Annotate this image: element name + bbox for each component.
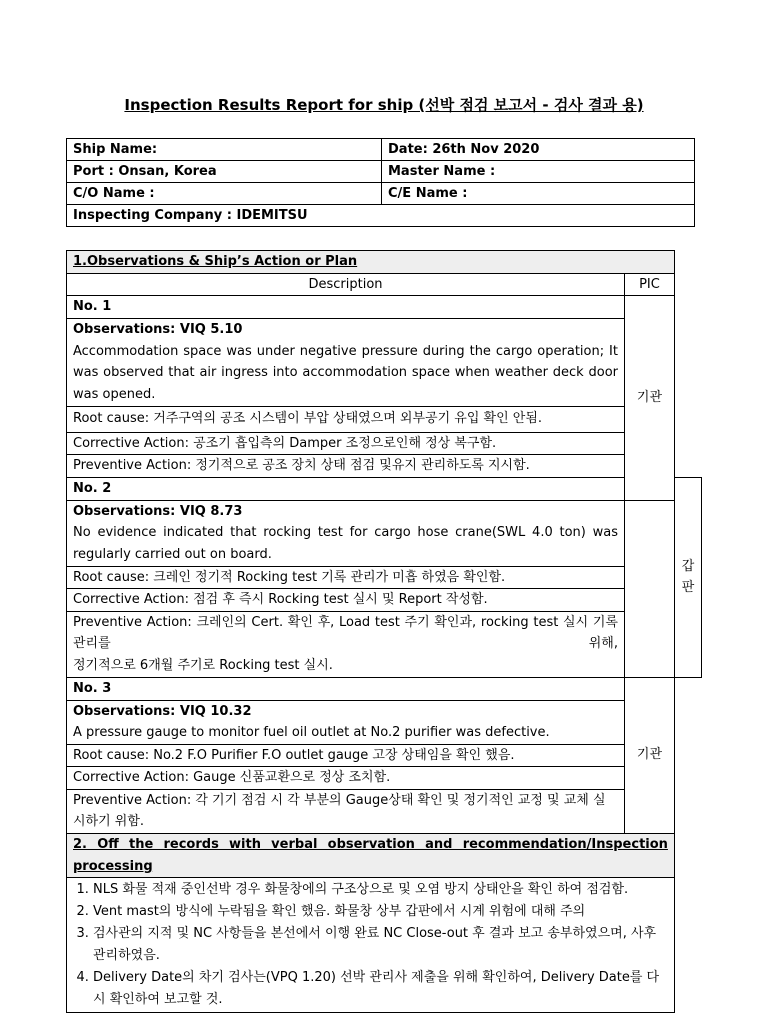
- corrective-action: Corrective Action: 점검 후 즉시 Rocking test 실시 및 Report 작성함.: [67, 589, 625, 612]
- observation-text: A pressure gauge to monitor fuel oil outlet at No.2 purifier was defective.: [73, 725, 550, 741]
- section2-heading: [67, 834, 675, 878]
- root-cause: Root cause: 거주구역의 공조 시스템이 부압 상태였으며 외부공기 유입 확인 안됨.: [67, 406, 625, 432]
- date-cell: Date: 26th Nov 2020: [382, 139, 695, 161]
- observation-text: No evidence indicated that rocking test for cargo hose crane(SWL 4.0 ton) was regularly carried out on board.: [73, 525, 618, 562]
- list-item: 4. Delivery Date의 차기 검사는(VPQ 1.20) 선박 관리사 제출을 위해 확인하여, Delivery Date를 다시 확인하여 보고할 것.: [93, 967, 668, 1011]
- ce-name-cell: C/E Name :: [382, 183, 695, 205]
- observation-title: Observations: VIQ 10.32: [73, 703, 252, 719]
- recommendations-list: [73, 879, 668, 1011]
- section2-heading-line: 2. Off the records with verbal observation and recommendation/Inspection: [73, 837, 668, 853]
- section2-heading-line: processing: [73, 858, 153, 874]
- preventive-action: [67, 611, 625, 677]
- root-cause: Root cause: No.2 F.O Purifier F.O outlet gauge 고장 상태임을 확인 했음.: [67, 744, 625, 767]
- item-number: No. 2: [67, 477, 625, 500]
- item-number: No. 1: [67, 296, 625, 319]
- preventive-action-line: 정기적으로 6개월 주기로 Rocking test 실시.: [73, 657, 333, 673]
- item-number: No. 3: [67, 677, 625, 700]
- description-column-header: Description: [67, 273, 625, 296]
- pic-column-header: PIC: [625, 273, 675, 296]
- list-item: 2. Vent mast의 방식에 누락됨을 확인 했음. 화물창 상부 갑판에서 시계 위험에 대해 주의: [93, 901, 668, 923]
- observation-title: Observations: VIQ 5.10: [73, 322, 243, 338]
- ship-name-cell: Ship Name:: [67, 139, 382, 161]
- preventive-action-line: Preventive Action: 크레인의 Cert. 확인 후, Load test 주기 확인과, rocking test 실시 기록 관리를 위해,: [73, 614, 618, 652]
- preventive-action: Preventive Action: 각 기기 점검 시 각 부분의 Gauge상태 확인 및 정기적인 교정 및 교체 실시하기 위함.: [67, 789, 625, 833]
- recommendations-cell: [67, 878, 675, 1013]
- observation-cell: [67, 700, 625, 744]
- pic-cell: 기관: [625, 677, 675, 834]
- corrective-action: Corrective Action: 공조기 흡입측의 Damper 조정으로인해 정상 복구함.: [67, 432, 625, 455]
- ship-info-table: [66, 138, 695, 227]
- inspecting-company-cell: Inspecting Company : IDEMITSU: [67, 205, 695, 227]
- root-cause: Root cause: 크레인 정기적 Rocking test 기록 관리가 미흡 하였음 확인함.: [67, 566, 625, 589]
- pic-cell: 기관: [625, 296, 675, 501]
- master-name-cell: Master Name :: [382, 161, 695, 183]
- observation-text: Accommodation space was under negative pressure during the cargo operation; It was observed that air ingress into accommodation space when weather deck door was opened.: [73, 343, 618, 402]
- co-name-cell: C/O Name :: [67, 183, 382, 205]
- port-cell: Port : Onsan, Korea: [67, 161, 382, 183]
- preventive-action: Preventive Action: 정기적으로 공조 장치 상태 점검 및유지 관리하도록 지시함.: [67, 455, 625, 478]
- list-item: 1. NLS 화물 적재 중인선박 경우 화물창에의 구조상으로 및 오염 방지 상태안을 확인 하여 점검함.: [93, 879, 668, 901]
- observation-cell: [67, 319, 625, 406]
- observations-table: [66, 250, 702, 1013]
- observation-cell: [67, 500, 625, 566]
- observation-title: Observations: VIQ 8.73: [73, 503, 243, 519]
- corrective-action: Corrective Action: Gauge 신품교환으로 정상 조치함.: [67, 767, 625, 790]
- pic-cell: 갑판: [674, 477, 701, 677]
- page-title: Inspection Results Report for ship (선박 점검 보고서 - 검사 결과 용): [124, 96, 644, 114]
- list-item: 3. 검사관의 지적 및 NC 사항들을 본선에서 이행 완료 NC Close-out 후 결과 보고 송부하였으며, 사후 관리하였음.: [93, 923, 668, 967]
- section1-heading: 1.Observations & Ship’s Action or Plan: [67, 251, 675, 274]
